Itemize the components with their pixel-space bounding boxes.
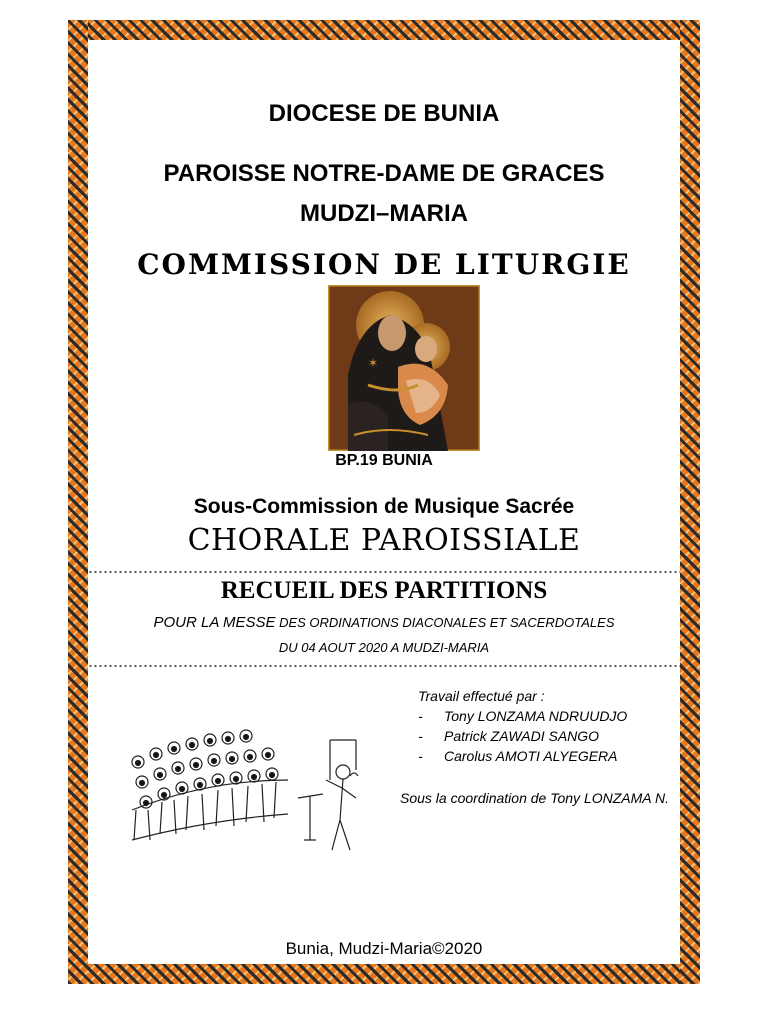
diocese-heading: DIOCESE DE BUNIA [268,100,500,127]
credit-row [418,708,627,724]
parish-heading: PAROISSE NOTRE-DAME DE GRACES [163,160,605,187]
list-dash: - [418,728,423,744]
credit-name: Carolus AMOTI ALYEGERA [444,748,618,764]
list-dash: - [418,708,423,724]
subcommission-heading: Sous-Commission de Musique Sacrée [193,495,575,518]
decorative-border-frame [68,20,700,984]
border-bottom [68,964,700,984]
place-heading: MUDZI–MARIA [300,200,468,227]
credit-row [418,748,618,764]
list-dash: - [418,748,423,764]
border-right [680,20,700,984]
occasion-lead: POUR LA MESSE [153,614,276,631]
occasion-line [88,614,680,631]
page-content [88,40,680,964]
choir-name-heading: CHORALE PAROISSIALE [187,523,581,558]
choir-with-conductor-illustration [118,710,368,870]
dotted-divider-top [88,570,680,574]
svg-text:✶: ✶ [368,356,379,370]
border-left [68,20,88,984]
occasion-rest: DES ORDINATIONS DIACONALES ET SACERDOTALES [275,615,615,630]
credit-name: Patrick ZAWADI SANGO [444,728,600,744]
postal-address: BP.19 BUNIA [335,452,433,469]
collection-title: RECUEIL DES PARTITIONS [220,577,548,604]
dotted-divider-bottom [88,664,680,668]
credit-row [418,728,599,744]
credits-title: Travail effectué par : [418,688,545,704]
credit-name: Tony LONZAMA NDRUUDJO [444,708,628,724]
coordination-note: Sous la coordination de Tony LONZAMA N. [400,790,669,806]
border-top [68,20,700,40]
occasion-date: DU 04 AOUT 2020 A MUDZI-MARIA [278,640,490,655]
madonna-and-child-icon [328,285,480,451]
commission-heading: COMMISSION DE LITURGIE [137,248,631,281]
footer-copyright: Bunia, Mudzi-Maria©2020 [285,939,483,958]
